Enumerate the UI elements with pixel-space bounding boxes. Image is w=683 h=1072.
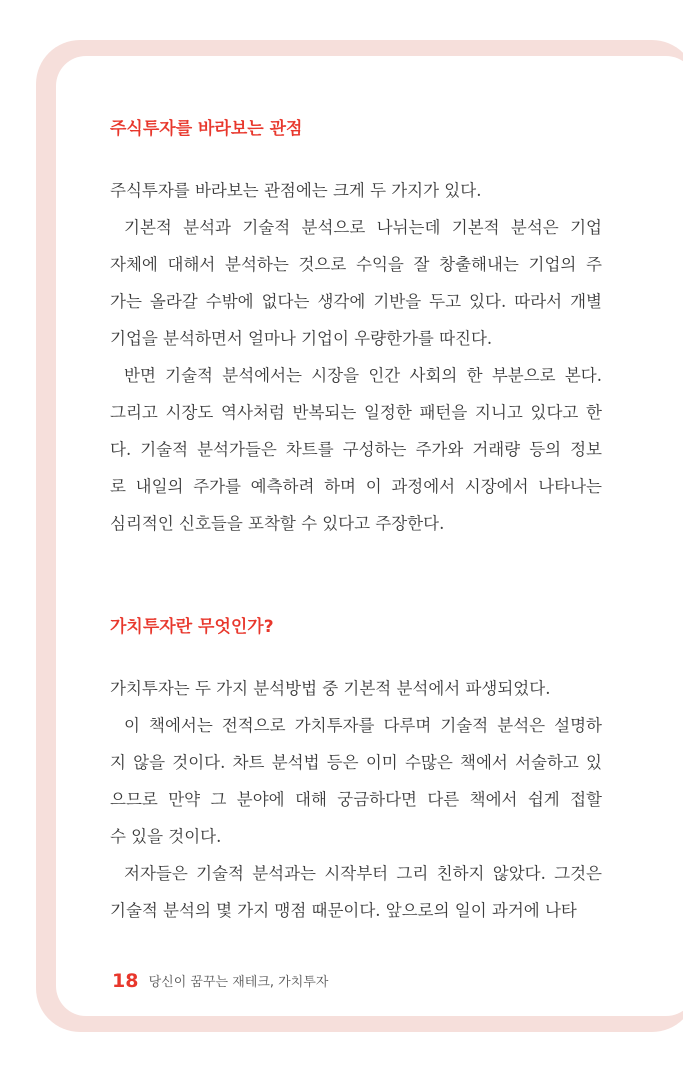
- paragraph: [110, 172, 602, 209]
- text-line: 가는 올라갈 수밖에 없다는 생각에 기반을 두고 있다. 따라서 개별: [110, 292, 602, 311]
- page-number: 18: [112, 970, 139, 992]
- text-line: 지 않을 것이다. 차트 분석법 등은 이미 수많은 책에서 서술하고 있: [110, 753, 602, 772]
- paragraph: [110, 670, 602, 707]
- paragraph: [110, 209, 602, 357]
- text-line: 다. 기술적 분석가들은 차트를 구성하는 주가와 거래량 등의 정보: [110, 440, 602, 459]
- section-body-2: [110, 670, 602, 929]
- section-heading-2: 가치투자란 무엇인가?: [110, 617, 274, 637]
- text-line: 주식투자를 바라보는 관점에는 크게 두 가지가 있다.: [110, 181, 482, 200]
- text-line: 심리적인 신호들을 포착할 수 있다고 주장한다.: [110, 514, 445, 533]
- text-line: 가치투자는 두 가지 분석방법 중 기본적 분석에서 파생되었다.: [110, 679, 551, 698]
- text-line: 으므로 만약 그 분야에 대해 궁금하다면 다른 책에서 쉽게 접할: [110, 790, 602, 809]
- paragraph: [110, 707, 602, 855]
- paragraph: [110, 357, 602, 542]
- text-line: 로 내일의 주가를 예측하려 하며 이 과정에서 시장에서 나타나는: [110, 477, 602, 496]
- text-line: 그리고 시장도 역사처럼 반복되는 일정한 패턴을 지니고 있다고 한: [110, 403, 602, 422]
- text-line: 반면 기술적 분석에서는 시장을 인간 사회의 한 부분으로 본다.: [124, 366, 602, 385]
- page-footer: [112, 970, 328, 992]
- text-line: 기술적 분석의 몇 가지 맹점 때문이다. 앞으로의 일이 과거에 나타: [110, 901, 577, 920]
- section-body-1: [110, 172, 602, 542]
- section-heading-1: 주식투자를 바라보는 관점: [110, 119, 303, 139]
- text-line: 기본적 분석과 기술적 분석으로 나뉘는데 기본적 분석은 기업: [124, 218, 602, 237]
- book-title: 당신이 꿈꾸는 재테크, 가치투자: [148, 975, 329, 990]
- paragraph: [110, 855, 602, 929]
- text-line: 수 있을 것이다.: [110, 827, 222, 846]
- text-line: 기업을 분석하면서 얼마나 기업이 우량한가를 따진다.: [110, 329, 493, 348]
- text-line: 이 책에서는 전적으로 가치투자를 다루며 기술적 분석은 설명하: [124, 716, 602, 735]
- text-line: 저자들은 기술적 분석과는 시작부터 그리 친하지 않았다. 그것은: [124, 864, 602, 883]
- text-line: 자체에 대해서 분석하는 것으로 수익을 잘 창출해내는 기업의 주: [110, 255, 602, 274]
